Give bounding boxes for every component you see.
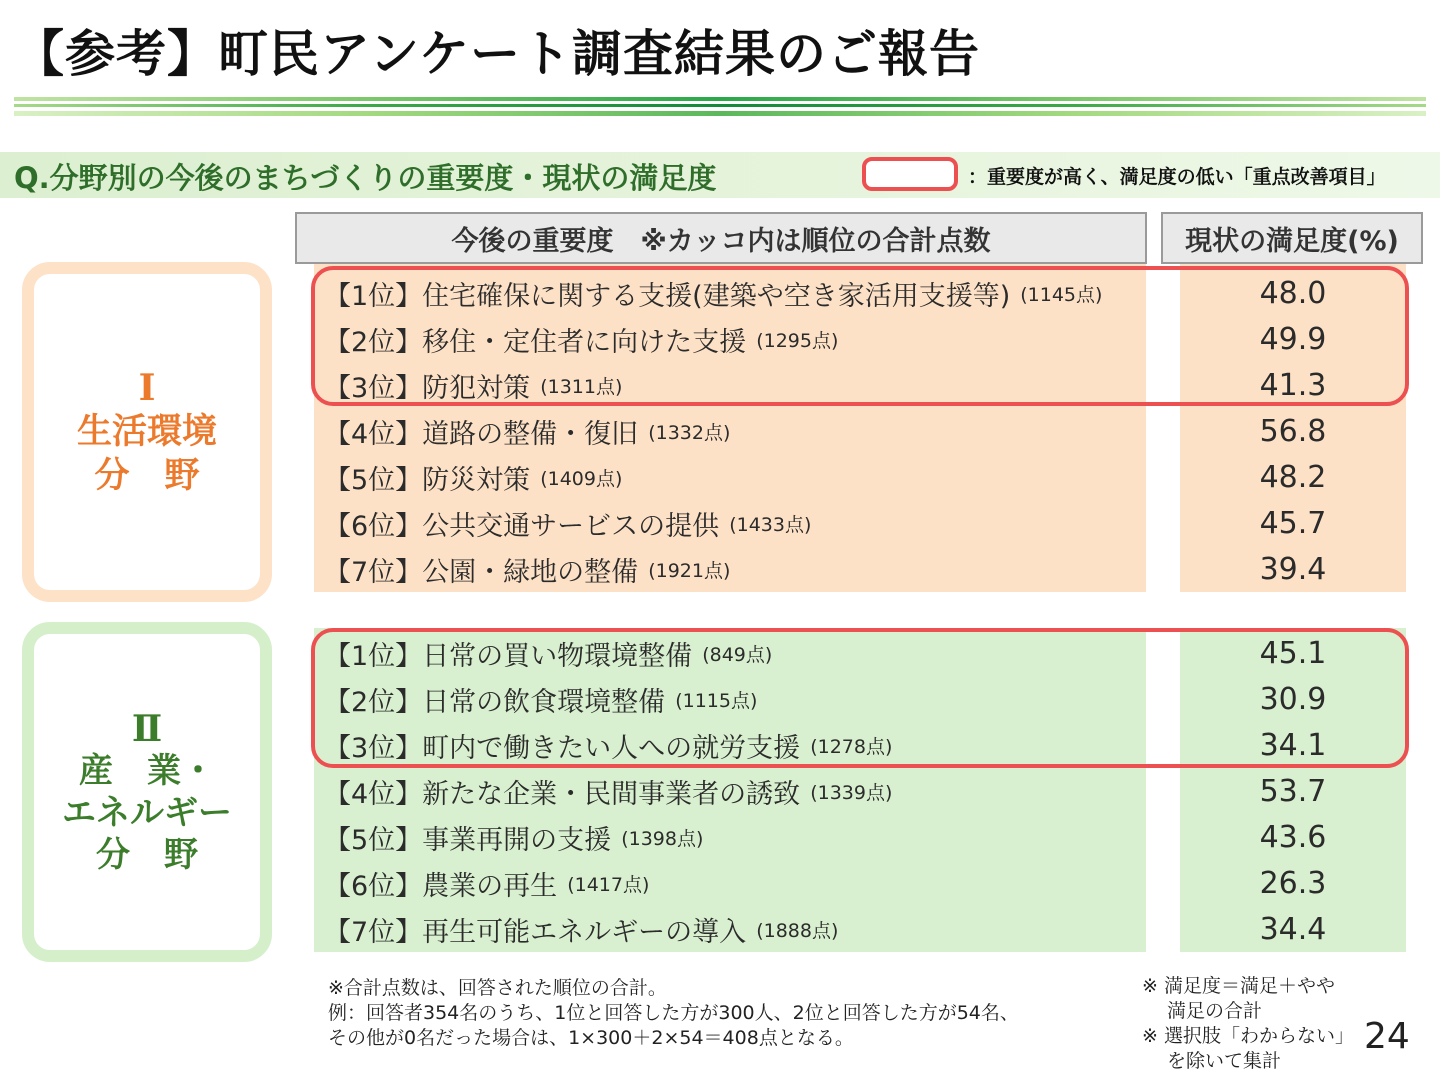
satisfaction-column-header: 現状の満足度(%) — [1161, 212, 1423, 264]
satisfaction-value: 26.3 — [1259, 865, 1327, 901]
priority-highlight-living — [311, 266, 1409, 406]
item-label: 【2位】移住・定住者に向けた支援 — [324, 326, 747, 358]
footnote-line: ※ 選択肢「わからない」 — [1142, 1025, 1354, 1047]
table-row — [314, 546, 730, 592]
item-label: 【7位】再生可能エネルギーの導入 — [324, 916, 747, 948]
item-label: 【6位】農業の再生 — [324, 870, 558, 902]
table-row — [314, 768, 892, 814]
item-points: (1332点) — [648, 421, 731, 444]
satisfaction-footnote — [1142, 974, 1354, 1074]
category-name-line: 産 業・ — [79, 751, 215, 791]
item-label: 【2位】日常の飲食環境整備 — [324, 686, 666, 718]
table-row — [314, 408, 730, 454]
item-label: 【3位】町内で働きたい人への就労支援 — [324, 732, 801, 764]
item-points: (1409点) — [540, 467, 623, 490]
satisfaction-value: 43.6 — [1259, 819, 1327, 855]
item-points: (1921点) — [648, 559, 731, 582]
item-label: 【7位】公園・緑地の整備 — [324, 556, 639, 588]
footnote-line: ※ 満足度＝満足＋やや — [1142, 975, 1335, 997]
satisfaction-value: 41.3 — [1259, 367, 1327, 403]
item-points: (1278点) — [810, 735, 893, 758]
satisfaction-value: 34.1 — [1259, 727, 1327, 763]
item-label: 【5位】事業再開の支援 — [324, 824, 612, 856]
title-rule-middle — [14, 104, 1426, 107]
item-points: (1888点) — [756, 919, 839, 942]
satisfaction-value: 53.7 — [1259, 773, 1327, 809]
category-name-line: 生活環境 — [76, 412, 217, 452]
satisfaction-value: 48.2 — [1259, 459, 1327, 495]
item-points: (1433点) — [729, 513, 812, 536]
category-numeral: Ⅱ — [131, 708, 163, 750]
footnote-line: ※合計点数は、回答された順位の合計。 — [328, 977, 667, 999]
page-number: 24 — [1364, 1016, 1410, 1057]
table-row — [314, 860, 649, 906]
title-rule-top — [14, 97, 1426, 101]
points-footnote — [328, 976, 1019, 1051]
satisfaction-value: 48.0 — [1259, 275, 1327, 311]
satisfaction-value: 56.8 — [1259, 413, 1327, 449]
importance-column-header: 今後の重要度 ※カッコ内は順位の合計点数 — [295, 212, 1147, 264]
table-row — [314, 906, 838, 952]
item-label: 【6位】公共交通サービスの提供 — [324, 510, 720, 542]
question-text: Q.分野別の今後のまちづくりの重要度・現状の満足度 — [14, 161, 717, 195]
item-points: (1339点) — [810, 781, 893, 804]
footnote-line: 例：回答者354名のうち、1位と回答した方が300人、2位と回答した方が54名、 — [328, 1002, 1019, 1024]
priority-legend-swatch — [862, 157, 958, 191]
satisfaction-value: 45.7 — [1259, 505, 1327, 541]
item-label: 【4位】道路の整備・復旧 — [324, 418, 639, 450]
item-points: (1311点) — [540, 375, 623, 398]
item-label: 【5位】防災対策 — [324, 464, 531, 496]
table-row — [314, 814, 703, 860]
footnote-line: 満足の合計 — [1142, 1000, 1263, 1022]
priority-highlight-industry — [311, 628, 1409, 768]
item-label: 【1位】住宅確保に関する支援(建築や空き家活用支援等) — [324, 280, 1011, 312]
category-numeral: Ⅰ — [138, 367, 156, 409]
satisfaction-value: 30.9 — [1259, 681, 1327, 717]
page-title: 【参考】町民アンケート調査結果のご報告 — [14, 25, 980, 83]
item-label: 【1位】日常の買い物環境整備 — [324, 640, 693, 672]
category-label-industry — [22, 622, 272, 962]
satisfaction-value: 34.4 — [1259, 911, 1327, 947]
priority-legend-text: ：重要度が高く、満足度の低い「重点改善項目」 — [968, 166, 1386, 188]
item-label: 【3位】防犯対策 — [324, 372, 531, 404]
item-points: (849点) — [702, 643, 773, 666]
item-points: (1398点) — [621, 827, 704, 850]
footnote-line: その他が0名だった場合は、1×300＋2×54＝408点となる。 — [328, 1027, 854, 1049]
category-label-living — [22, 262, 272, 602]
satisfaction-value: 49.9 — [1259, 321, 1327, 357]
footnote-line: を除いて集計 — [1142, 1050, 1282, 1072]
satisfaction-value: 39.4 — [1259, 551, 1327, 587]
item-label: 【4位】新たな企業・民間事業者の誘致 — [324, 778, 801, 810]
table-row — [314, 454, 622, 500]
title-rule-bottom — [14, 111, 1426, 116]
item-points: (1295点) — [756, 329, 839, 352]
item-points: (1145点) — [1020, 283, 1103, 306]
category-name-line: 分 野 — [96, 835, 198, 875]
satisfaction-value: 45.1 — [1259, 635, 1327, 671]
category-name-line: エネルギー — [62, 793, 232, 833]
table-row — [314, 500, 811, 546]
category-name-line: 分 野 — [94, 456, 200, 496]
item-points: (1417点) — [567, 873, 650, 896]
item-points: (1115点) — [675, 689, 758, 712]
